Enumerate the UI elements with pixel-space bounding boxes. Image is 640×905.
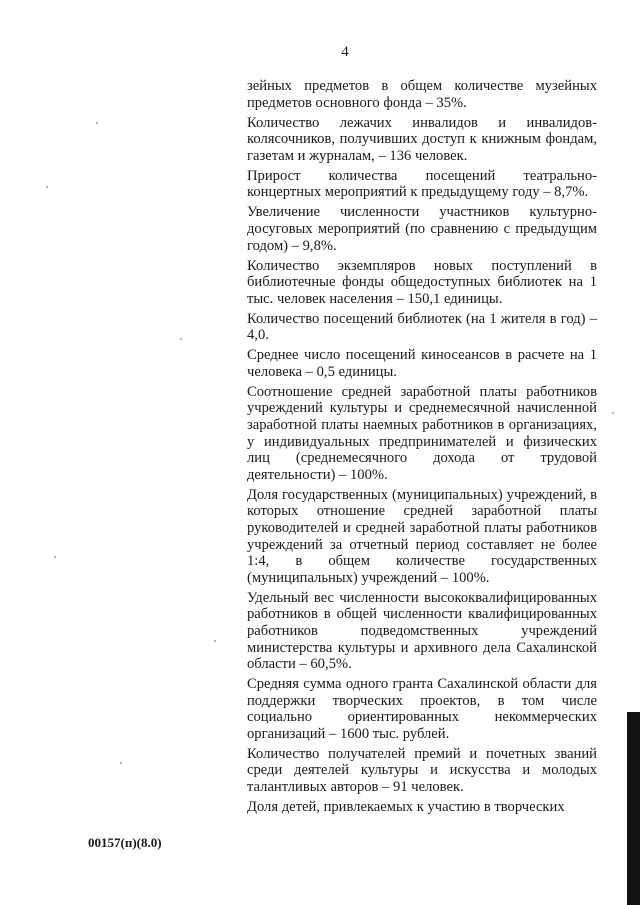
scan-speck bbox=[120, 762, 122, 764]
document-code: 00157(п)(8.0) bbox=[88, 835, 162, 850]
paragraph-award-recipients: Количество получателей премий и почетных званий среди деятелей культуры и искусства и молодых талантливых авторов – 91 человек. bbox=[247, 745, 597, 796]
scan-speck bbox=[612, 412, 614, 414]
scan-edge-mark bbox=[627, 712, 640, 905]
document-body bbox=[247, 78, 597, 819]
paragraph-cinema-visits: Среднее число посещений киносеансов в расчете на 1 человека – 0,5 единицы. bbox=[247, 347, 597, 380]
paragraph-cultural-participants: Увеличение численности участников культурно-досуговых мероприятий (по сравнению с предыдущим годом) – 9,8%. bbox=[247, 204, 597, 254]
scan-speck bbox=[214, 640, 216, 642]
paragraph-institutions-share: Доля государственных (муниципальных) учреждений, в которых отношение средней заработной платы руководителей и средней заработной платы работников учреждений за отчетный период составляет не более 1:4, в общем количестве государственных (муниципальных) учреждений – 100%. bbox=[247, 486, 597, 586]
paragraph-disabled-readers: Количество лежачих инвалидов и инвалидов-колясочников, получивших доступ к книжным фондам, газетам и журналам, – 136 человек. bbox=[247, 114, 597, 164]
scan-speck bbox=[46, 186, 48, 188]
paragraph-children-share: Доля детей, привлекаемых к участию в творческих bbox=[247, 799, 565, 816]
paragraph-salary-ratio: Соотношение средней заработной платы работников учреждений культуры и среднемесячной начисленной заработной платы наемных работников в организациях, у индивидуальных предпринимателей и физических лиц (среднемесячного дохода от трудовой деятельности) – 100%. bbox=[247, 383, 597, 483]
paragraph-museum-items: зейных предметов в общем количестве музейных предметов основного фонда – 35%. bbox=[247, 78, 597, 111]
paragraph-library-acquisitions: Количество экземпляров новых поступлений в библиотечные фонды общедоступных библиотек на 1 тыс. человек населения – 150,1 единицы. bbox=[247, 257, 597, 307]
paragraph-qualified-staff: Удельный вес численности высококвалифицированных работников в общей численности квалифицированных работников подведомственных учреждений министерства культуры и архивного дела Сахалинской области – 60,5%. bbox=[247, 589, 597, 673]
paragraph-library-visits: Количество посещений библиотек (на 1 жителя в год) – 4,0. bbox=[247, 310, 597, 344]
paragraph-grant-amount: Средняя сумма одного гранта Сахалинской области для поддержки творческих проектов, в том числе социально ориентированных некоммерческих организаций – 1600 тыс. рублей. bbox=[247, 676, 597, 742]
paragraph-theatre-growth: Прирост количества посещений театрально-концертных мероприятий к предыдущему году – 8,7%. bbox=[247, 167, 597, 201]
scan-speck bbox=[180, 338, 182, 340]
scan-speck bbox=[54, 556, 56, 558]
page-number: 4 bbox=[341, 44, 349, 60]
scan-speck bbox=[96, 122, 98, 124]
